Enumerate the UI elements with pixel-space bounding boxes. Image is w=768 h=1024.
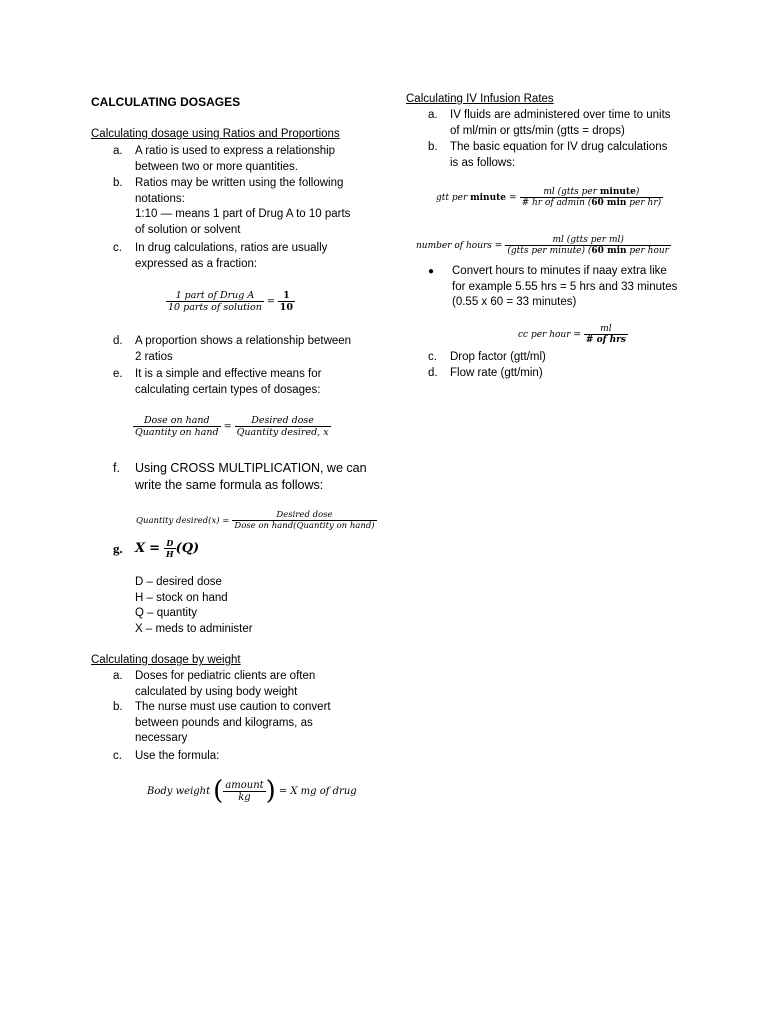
fraction: [164, 538, 176, 559]
denominator: 10 parts of solution: [168, 302, 262, 313]
list-text: between pounds and kilograms, as: [135, 716, 313, 729]
list-text: The basic equation for IV drug calculations: [450, 141, 668, 153]
list-item: [113, 367, 373, 399]
cc-per-hour-formula: [518, 324, 628, 345]
list-item: [428, 108, 698, 140]
denominator: # of hrs: [585, 335, 626, 345]
fraction: [223, 780, 265, 803]
list-item: [113, 460, 373, 494]
section-heading-weight: Calculating dosage by weight: [91, 654, 241, 666]
fraction: [235, 415, 331, 438]
list-text: 2 ratios: [135, 350, 173, 363]
numerator: Desired dose: [251, 415, 314, 426]
list-item: [113, 669, 373, 701]
bullet-icon: ●: [428, 266, 435, 277]
list-label: d.: [113, 335, 123, 347]
numerator: amount: [225, 779, 264, 791]
numerator: D: [166, 538, 174, 548]
legend-item: D – desired dose: [135, 576, 222, 588]
formula-lhs: Body weight: [147, 785, 211, 797]
numerator: Dose on hand: [143, 415, 210, 426]
denominator: H: [166, 549, 174, 559]
fraction: [505, 235, 671, 256]
list-text: (0.55 x 60 = 33 minutes): [452, 296, 577, 308]
fraction: [166, 290, 264, 313]
legend-item: Q – quantity: [135, 607, 198, 620]
list-text: expressed as a fraction:: [135, 257, 258, 270]
section-heading-iv: Calculating IV Infusion Rates: [406, 93, 554, 105]
list-text: between two or more quantities.: [135, 160, 299, 173]
fraction: [520, 187, 664, 208]
list-text: A proportion shows a relationship between: [135, 335, 352, 347]
list-label: c.: [428, 351, 437, 363]
fraction: [232, 510, 376, 531]
formula-lhs: gtt per minute: [436, 192, 507, 203]
legend-item: X – meds to administer: [135, 622, 253, 635]
list-item: [113, 176, 373, 240]
formula-lhs: cc per hour =: [518, 329, 581, 340]
fraction: [133, 415, 221, 438]
ratio-formula: $\frac{\text{1 part of Drug A}}{\text{10 parts of solution}}$ = $\frac{1}{10}$: [168, 290, 294, 313]
numerator: Desired dose: [276, 510, 333, 520]
body-weight-formula: Body weight ( $\frac{\text{amount}}{kg}$ ) = X mg of drug: [147, 776, 357, 806]
formula-rhs: (Q): [175, 541, 200, 556]
formula-rhs: = X mg of drug: [278, 785, 357, 797]
list-text: Drop factor (gtt/ml): [450, 351, 546, 363]
list-text: In drug calculations, ratios are usually: [135, 242, 328, 254]
list-text: calculated by using body weight: [135, 685, 298, 698]
denominator: 10: [279, 302, 294, 313]
page-title: CALCULATING DOSAGES: [91, 95, 241, 109]
list-item: [113, 334, 373, 366]
xdh-formula: X = $\frac{D}{H}$ (Q): [135, 538, 200, 559]
list-text: for example 5.55 hrs = 5 hrs and 33 minutes: [452, 280, 678, 293]
list-text: Convert hours to minutes if naay extra like: [452, 265, 667, 277]
list-text: IV fluids are administered over time to units: [450, 109, 671, 121]
list-label: c.: [113, 750, 122, 762]
formula-lhs: Quantity desired(x) =: [136, 515, 230, 526]
denominator: Quantity on hand: [135, 427, 219, 438]
numerator: ml: [600, 324, 612, 334]
numerator: ml (gtts per minute): [543, 187, 640, 197]
list-text: necessary: [135, 732, 188, 744]
list-text: Using CROSS MULTIPLICATION, we can: [135, 461, 367, 475]
fraction: [278, 290, 295, 313]
list-text: is as follows:: [450, 156, 516, 169]
list-label: b.: [113, 177, 123, 189]
list-text: Use the formula:: [135, 750, 220, 762]
number-of-hours-formula: [416, 235, 671, 256]
list-text: Flow rate (gtt/min): [450, 367, 543, 379]
list-text: A ratio is used to express a relationship: [135, 145, 336, 157]
list-item: [113, 700, 373, 748]
proportion-formula: $\frac{\text{Dose on hand}}{\text{Quantity on hand}}$ = $\frac{\text{Desired dose}}{\text{Quantity desired, x}}$: [135, 415, 329, 438]
list-text: write the same formula as follows:: [135, 478, 324, 492]
numerator: 1: [283, 290, 290, 301]
formula-lhs: number of hours =: [416, 240, 503, 251]
list-text: Ratios may be written using the following: [135, 177, 344, 189]
denominator: kg: [223, 791, 265, 803]
list-label: g.: [113, 541, 123, 556]
list-item: [428, 350, 698, 366]
gtt-per-minute-formula: gtt per minute = $\frac{\text{ml (gtts per minute)}}{\text{\# hr of admin (60 min per hr)}}$: [436, 187, 662, 208]
list-text: calculating certain types of dosages:: [135, 383, 321, 396]
list-item: [113, 241, 373, 273]
denominator: # hr of admin (60 min per hr): [521, 198, 662, 208]
list-item: [113, 749, 373, 765]
list-text: 1:10 — means 1 part of Drug A to 10 parts: [135, 208, 351, 220]
fraction: [584, 324, 628, 345]
formula-lhs: X: [135, 541, 146, 556]
bullet-item: [428, 264, 698, 312]
cross-multiplication-formula: [136, 510, 377, 531]
list-text: It is a simple and effective means for: [135, 368, 322, 380]
list-label: f.: [113, 461, 120, 475]
list-label: a.: [113, 670, 123, 682]
section-heading-ratios: Calculating dosage using Ratios and Proportions: [91, 128, 340, 140]
list-label: b.: [113, 701, 123, 713]
list-text: of solution or solvent: [135, 223, 241, 236]
list-text: notations:: [135, 192, 185, 205]
list-text: of ml/min or gtts/min (gtts = drops): [450, 124, 625, 137]
list-item: [113, 538, 233, 564]
variable-legend: [135, 575, 253, 637]
list-text: Doses for pediatric clients are often: [135, 670, 316, 682]
numerator: ml (gtts per ml): [552, 235, 624, 245]
list-text: The nurse must use caution to convert: [135, 701, 331, 713]
list-item: [428, 140, 698, 172]
denominator: Quantity desired, x: [236, 427, 329, 438]
list-label: a.: [113, 145, 123, 157]
denominator: (gtts per minute) (60 min per hour: [507, 246, 669, 256]
list-label: b.: [428, 141, 438, 153]
list-label: d.: [428, 367, 438, 379]
list-label: e.: [113, 368, 123, 380]
numerator: 1 part of Drug A: [175, 290, 255, 301]
denominator: Dose on hand(Quantity on hand): [234, 521, 375, 531]
list-label: a.: [428, 109, 438, 121]
list-item: [428, 366, 698, 382]
list-label: c.: [113, 242, 122, 254]
legend-item: H – stock on hand: [135, 591, 228, 604]
list-item: [113, 144, 373, 176]
